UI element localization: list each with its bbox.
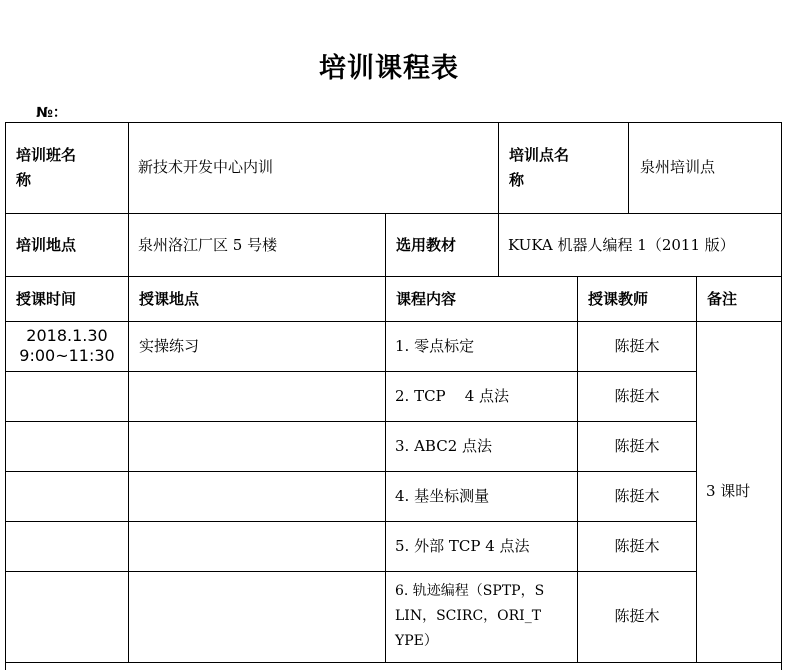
textbook-value: KUKA 机器人编程 1（2011 版） (508, 236, 735, 254)
column-header-place: 授课地点 (139, 290, 200, 308)
row-content: 1. 零点标定 (395, 337, 475, 355)
table-rule (385, 213, 386, 663)
row-place: 实操练习 (139, 337, 200, 355)
table-rule (5, 371, 697, 372)
location-label: 培训地点 (16, 236, 77, 254)
row-teacher: 陈挺木 (614, 387, 660, 405)
table-rule (5, 213, 782, 214)
textbook-label: 选用教材 (396, 236, 457, 254)
row-content: 5. 外部 TCP 4 点法 (395, 537, 530, 555)
table-rule (696, 276, 697, 663)
table-rule (5, 276, 782, 277)
table-border-right (781, 122, 782, 670)
row-teacher: 陈挺木 (614, 487, 660, 505)
row-teacher: 陈挺木 (614, 607, 660, 625)
class-name-value: 新技术开发中心内训 (138, 158, 274, 176)
column-header-teacher: 授课教师 (588, 290, 649, 308)
row-teacher: 陈挺木 (614, 437, 660, 455)
table-rule (5, 471, 697, 472)
location-value: 泉州洛江厂区 5 号楼 (138, 236, 278, 254)
table-rule (5, 571, 697, 572)
table-rule (628, 122, 629, 214)
row-content: 2. TCP 4 点法 (395, 387, 510, 405)
remark-value: 3 课时 (706, 482, 751, 500)
column-header-remark: 备注 (707, 290, 738, 308)
row-teacher: 陈挺木 (614, 337, 660, 355)
row-content: 4. 基坐标测量 (395, 487, 490, 505)
number-label: №： (36, 105, 67, 121)
page-title: 培训课程表 (319, 53, 459, 84)
table-rule (498, 122, 499, 277)
row-teacher: 陈挺木 (614, 537, 660, 555)
table-rule (128, 122, 129, 663)
row-content: 6. 轨迹编程（SPTP，SLIN，SCIRC，ORI_TYPE） (395, 583, 545, 649)
site-name-value: 泉州培训点 (640, 158, 716, 176)
table-border-top (5, 122, 782, 123)
row-content: 3. ABC2 点法 (395, 437, 493, 455)
site-name-label: 培训点名称 (509, 146, 570, 189)
table-rule (5, 662, 782, 663)
row-time: 2018.1.30 9:00~11:30 (19, 326, 115, 365)
table-border-left (5, 122, 6, 670)
column-header-time: 授课时间 (16, 290, 77, 308)
class-name-label: 培训班名称 (16, 146, 77, 189)
column-header-content: 课程内容 (396, 290, 457, 308)
table-rule (5, 521, 697, 522)
table-rule (5, 421, 697, 422)
